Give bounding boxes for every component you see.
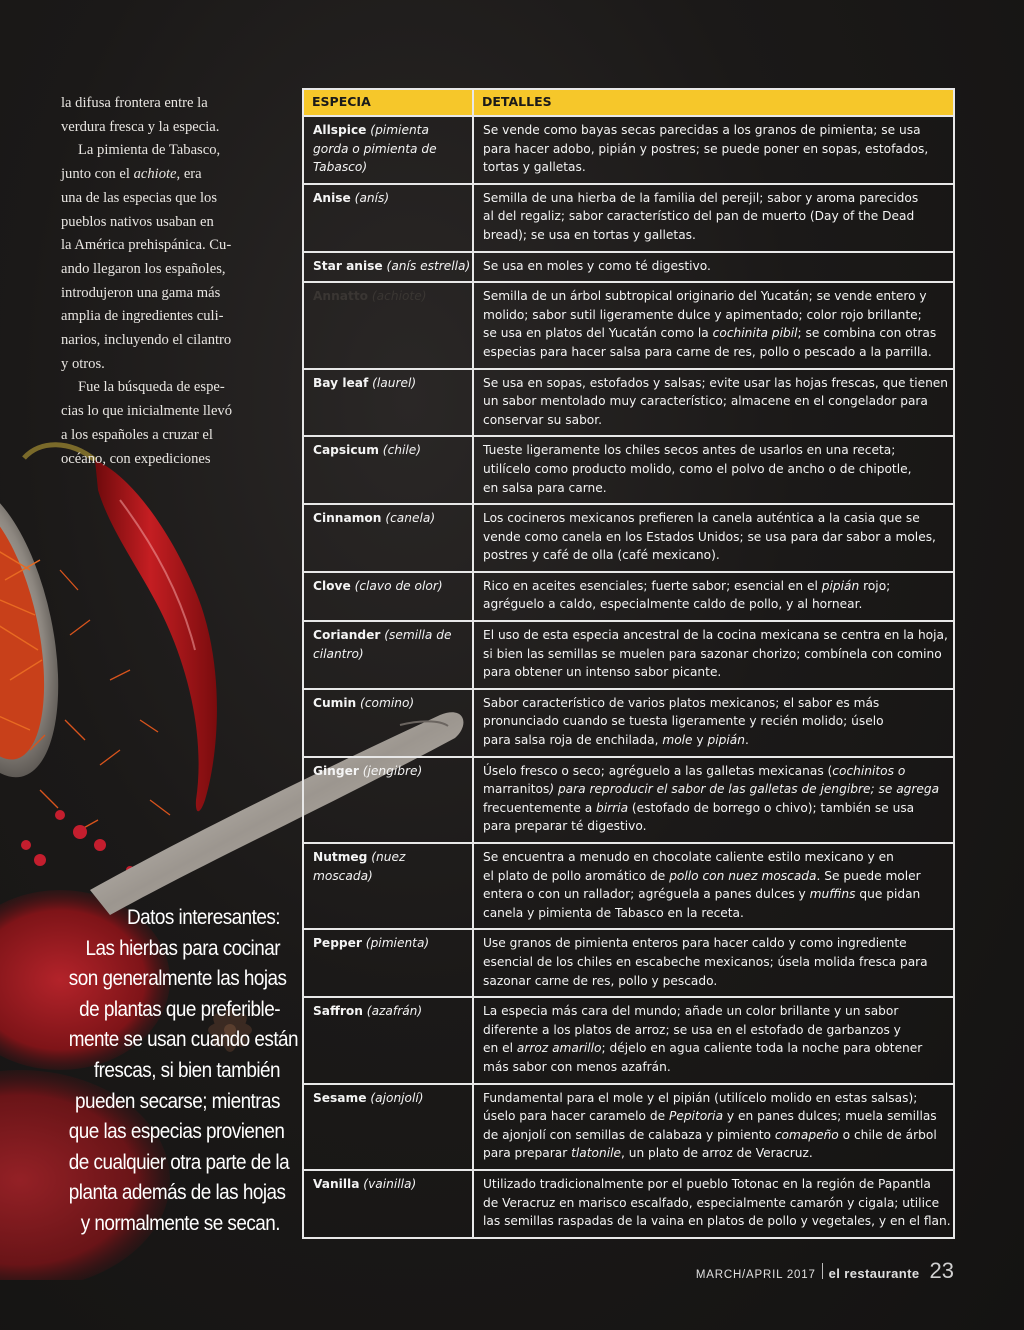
column-header-detalles: DETALLES xyxy=(473,89,954,116)
spice-details-cell: Rico en aceites esenciales; fuerte sabor; esencial en el pipián rojo; agréguelo a caldo, especialmente caldo de pollo, y al hornear. xyxy=(473,572,954,621)
article-body-text xyxy=(61,92,261,471)
spice-name-cell: Pepper (pimienta) xyxy=(303,929,473,997)
spice-name-cell: Saffron (azafrán) xyxy=(303,997,473,1083)
magazine-name: el restaurante xyxy=(828,1266,920,1281)
sidebar-line: mente se usan cuando están xyxy=(68,1027,299,1052)
spice-name-cell: Star anise (anís estrella) xyxy=(303,252,473,283)
saffron-spoon xyxy=(0,470,82,789)
sidebar-line: y normalmente se secan. xyxy=(80,1210,280,1235)
spice-table xyxy=(302,88,955,1239)
table-row xyxy=(303,282,954,368)
spice-name-cell: Vanilla (vainilla) xyxy=(303,1170,473,1238)
spice-details-cell: La especia más cara del mundo; añade un color brillante y un sabor diferente a los platos de arroz; se usa en el estofado de garbanzos y en el arroz amarillo; déjelo en agua caliente toda la noche para obtener más sabor con menos azafrán. xyxy=(473,997,954,1083)
table-row xyxy=(303,997,954,1083)
table-row xyxy=(303,1084,954,1170)
spice-details-cell: El uso de esta especia ancestral de la cocina mexicana se centra en la hoja, si bien las semillas se muelen para sazonar chorizo; combínela con comino para obtener un intenso sabor picante. xyxy=(473,621,954,689)
spice-name-cell: Capsicum (chile) xyxy=(303,436,473,504)
spice-name-cell: Clove (clavo de olor) xyxy=(303,572,473,621)
sidebar-line: pueden secarse; mientras xyxy=(74,1088,280,1113)
spice-details-cell: Use granos de pimienta enteros para hacer caldo y como ingrediente esencial de los chiles en escabeche mexicanos; úsela molida fresca para sazonar carne de res, pollo y pescado. xyxy=(473,929,954,997)
page-footer xyxy=(696,1258,954,1284)
sidebar-line: de cualquier otra parte de la xyxy=(68,1149,290,1174)
sidebar-line: que las especias provienen xyxy=(68,1119,285,1144)
pink-peppercorns xyxy=(21,810,134,874)
spice-details-cell: Semilla de un árbol subtropical originario del Yucatán; se vende entero y molido; sabor sutil ligeramente dulce y apimentado; color rojo brillante; se usa en platos del Yucatán como la cochinita pibil; se combina con otras especias para hacer salsa para carne de res, pollo o pescado a la parrilla. xyxy=(473,282,954,368)
spice-name-cell: Ginger (jengibre) xyxy=(303,757,473,843)
table-header-row xyxy=(303,89,954,116)
spice-details-cell: Se vende como bayas secas parecidas a los granos de pimienta; se usa para hacer adobo, pipián y postres; se puede poner en sopas, estofados, tortas y galletas. xyxy=(473,116,954,184)
table-row xyxy=(303,504,954,572)
table-row xyxy=(303,929,954,997)
body-paragraph: Fue la búsqueda de espe- cias lo que inicialmente llevó a los españoles a cruzar el océano, con expediciones xyxy=(61,379,233,467)
footer-divider xyxy=(822,1263,823,1279)
spice-details-cell: Se encuentra a menudo en chocolate caliente estilo mexicano y en el plato de pollo aromático de pollo con nuez moscada. Se puede moler entera o con un rallador; agréguela a panes dulces y muffins que pidan canela y pimienta de Tabasco en la receta. xyxy=(473,843,954,929)
spice-name-cell: Nutmeg (nuez moscada) xyxy=(303,843,473,929)
spice-name-cell: Anise (anís) xyxy=(303,184,473,252)
sidebar-line: de plantas que preferible- xyxy=(79,996,281,1021)
table-row xyxy=(303,1170,954,1238)
sidebar-line: Las hierbas para cocinar xyxy=(85,935,280,960)
column-header-especia: ESPECIA xyxy=(303,89,473,116)
spice-details-cell: Úselo fresco o seco; agréguelo a las galletas mexicanas (cochinitos o marranitos) para reproducir el sabor de las galletas de jengibre; se agrega frecuentemente a birria (estofado de borrego o chivo); también se usa para preparar té digestivo. xyxy=(473,757,954,843)
table-row xyxy=(303,621,954,689)
spice-details-cell: Sabor característico de varios platos mexicanos; el sabor es más pronunciado cuando se tuesta ligeramente y recién molido; úselo para salsa roja de enchilada, mole y pipián. xyxy=(473,689,954,757)
spice-name-cell: Coriander (semilla de cilantro) xyxy=(303,621,473,689)
spice-name-cell: Allspice (pimienta gorda o pimienta de Tabasco) xyxy=(303,116,473,184)
table-row xyxy=(303,843,954,929)
table-row xyxy=(303,757,954,843)
sidebar-title: Datos interesantes: xyxy=(127,905,280,929)
table-row xyxy=(303,116,954,184)
sidebar-line: planta además de las hojas xyxy=(68,1180,286,1205)
spice-name-cell: Cinnamon (canela) xyxy=(303,504,473,572)
body-paragraph: la difusa frontera entre la verdura fresca y la especia. xyxy=(61,95,220,135)
issue-date: MARCH/APRIL 2017 xyxy=(695,1269,816,1281)
sidebar-line: son generalmente las hojas xyxy=(68,966,287,991)
spice-details-cell: Los cocineros mexicanos prefieren la canela auténtica a la casia que se vende como canela en los Estados Unidos; se usa para dar sabor a moles, postres y café de olla (café mexicano). xyxy=(473,504,954,572)
table-row xyxy=(303,436,954,504)
spice-name-cell: Bay leaf (laurel) xyxy=(303,369,473,437)
spice-details-cell: Fundamental para el mole y el pipián (utilícelo molido en estas salsas); úselo para hacer caramelo de Pepitoria y en panes dulces; muela semillas de ajonjolí con semillas de calabaza y pimiento comapeño o chile de árbol para preparar tlatonile, un plato de arroz de Veracruz. xyxy=(473,1084,954,1170)
table-row xyxy=(303,369,954,437)
red-chili xyxy=(24,445,217,812)
spice-details-cell: Semilla de una hierba de la familia del perejil; sabor y aroma parecidos al del regaliz; sabor característico del pan de muerto (Day of the Dead bread); se usa en tortas y galletas. xyxy=(473,184,954,252)
spice-name-cell: Cumin (comino) xyxy=(303,689,473,757)
table-row xyxy=(303,689,954,757)
spice-details-cell: Se usa en sopas, estofados y salsas; evite usar las hojas frescas, que tienen un sabor mentolado muy característico; almacene en el congelador para conservar su sabor. xyxy=(473,369,954,437)
body-paragraph: La pimienta de Tabasco, junto con el achiote, era una de las especias que los pueblos nativos usaban en la América prehispánica. Cu- ando llegaron los españoles, introdujeron una gama más amplia de ingredientes culi- narios, incluyendo el cilantro y otros. xyxy=(61,142,232,372)
sidebar-line: frescas, si bien también xyxy=(93,1057,280,1082)
table-row xyxy=(303,184,954,252)
page-number: 23 xyxy=(929,1258,954,1283)
table-row xyxy=(303,572,954,621)
spice-details-cell: Utilizado tradicionalmente por el pueblo Totonac en la región de Papantla de Veracruz en marisco escalfado, especialmente camarón y cigala; utilice las semillas raspadas de la vaina en platos de pollo y vegetales, y en el flan. xyxy=(473,1170,954,1238)
spice-name-cell: Annatto (achiote) xyxy=(303,282,473,368)
fun-facts-sidebar xyxy=(68,902,299,1239)
spice-details-cell: Tueste ligeramente los chiles secos antes de usarlos en una receta; utilícelo como producto molido, como el polvo de ancho o de chipotle, en salsa para carne. xyxy=(473,436,954,504)
table-row xyxy=(303,252,954,283)
spice-name-cell: Sesame (ajonjolí) xyxy=(303,1084,473,1170)
spice-details-cell: Se usa en moles y como té digestivo. xyxy=(473,252,954,283)
